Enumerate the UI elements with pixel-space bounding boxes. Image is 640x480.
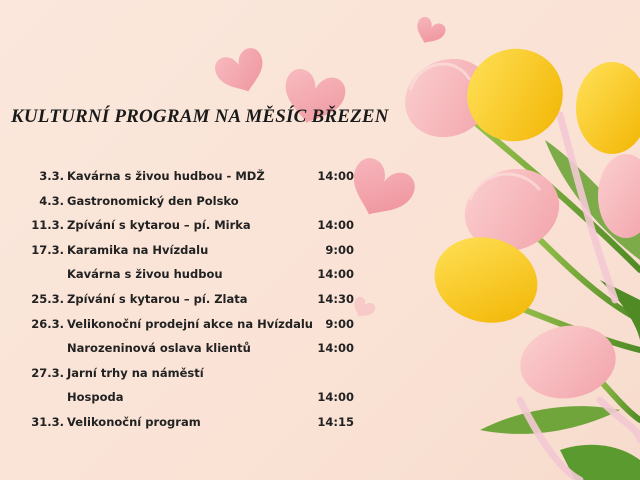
event-name: Zpívání s kytarou – pí. Mirka: [67, 218, 251, 233]
event-date: 17.3.: [31, 242, 64, 257]
event-time: 14:00: [317, 218, 354, 233]
event-time: 14:00: [317, 341, 354, 356]
event-date: 26.3.: [31, 316, 64, 331]
schedule-row: [0, 290, 360, 308]
event-time: 9:00: [325, 316, 354, 331]
event-name: Hospoda: [67, 390, 124, 405]
schedule-row: [0, 388, 360, 406]
schedule-row: [0, 192, 360, 210]
event-date: 11.3.: [31, 218, 64, 233]
event-name: Jarní trhy na náměstí: [67, 365, 204, 380]
tulip-icon: [454, 35, 576, 154]
event-date: 4.3.: [39, 193, 64, 208]
event-name: Kavárna s živou hudbou: [67, 267, 223, 282]
heart-icon: [212, 45, 271, 100]
schedule-row: [0, 339, 360, 357]
event-time: 14:15: [317, 415, 354, 429]
event-name: Karamika na Hvízdalu: [67, 242, 209, 257]
schedule-row: [0, 241, 360, 259]
event-name: Velikonoční prodejní akce na Hvízdalu: [67, 316, 313, 331]
schedule-row: [0, 216, 360, 234]
page-title: KULTURNÍ PROGRAM NA MĚSÍC BŘEZEN: [11, 106, 389, 127]
event-time: 14:00: [317, 169, 354, 183]
schedule-row: [0, 315, 360, 333]
event-time: 9:00: [325, 242, 354, 257]
event-time: 14:30: [317, 292, 354, 306]
tulip-icon: [576, 62, 640, 154]
event-date: 27.3.: [31, 365, 64, 380]
event-time: 14:00: [317, 390, 354, 405]
event-name: Gastronomický den Polsko: [67, 193, 239, 208]
event-date: 3.3.: [39, 169, 64, 183]
schedule-row: [0, 167, 360, 185]
event-date: 25.3.: [31, 292, 64, 306]
event-time: 14:00: [317, 267, 354, 282]
schedule-row: [0, 413, 360, 431]
heart-icon: [411, 15, 448, 49]
tulip-icon: [514, 318, 621, 406]
event-name: Kavárna s živou hudbou - MDŽ: [67, 169, 265, 183]
event-name: Narozeninová oslava klientů: [67, 341, 251, 356]
schedule-row: [0, 364, 360, 382]
event-date: 31.3.: [31, 415, 64, 429]
event-name: Zpívání s kytarou – pí. Zlata: [67, 292, 248, 306]
event-name: Velikonoční program: [67, 415, 201, 429]
schedule-row: [0, 265, 360, 283]
